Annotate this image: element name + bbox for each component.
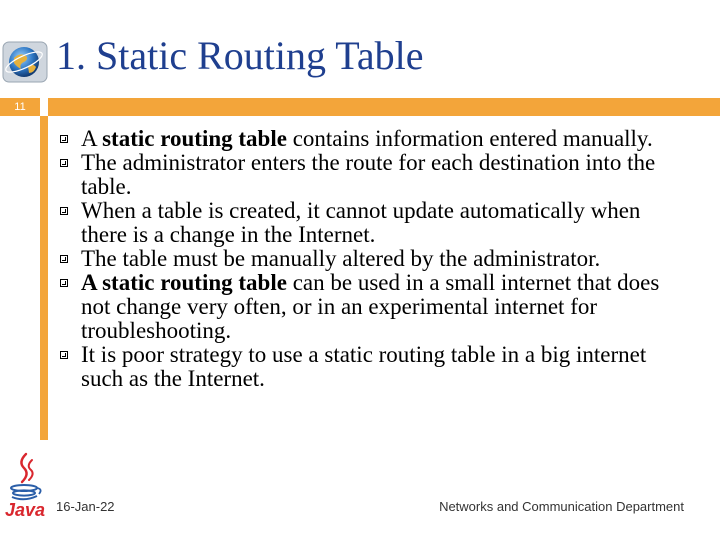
bullet-text-post: can be used in a small internet that does not change very often, or in an experimental internet for troubleshooting. — [81, 270, 660, 343]
bullet-text-pre: When a table is created, it cannot update automatically when there is a change in the Internet. — [81, 198, 641, 247]
bullet-item — [60, 343, 680, 391]
footer-date: 16-Jan-22 — [56, 499, 115, 514]
bullet-text-bold: A static routing table — [81, 270, 287, 295]
rule-gap — [40, 98, 48, 116]
left-accent-bar — [40, 116, 48, 440]
bullet-item — [60, 247, 680, 271]
bullet-item — [60, 151, 680, 199]
checkbox-bullet-icon — [60, 351, 68, 359]
java-logo-text: Java — [4, 500, 46, 520]
bullet-text-post: contains information entered manually. — [286, 126, 653, 151]
slide-number: 11 — [14, 101, 26, 113]
checkbox-bullet-icon — [60, 255, 68, 263]
checkbox-bullet-icon — [60, 207, 68, 215]
bullet-text-pre: A — [81, 126, 103, 151]
bullet-text-bold: static routing table — [102, 126, 287, 151]
footer-department: Networks and Communication Department — [439, 499, 684, 514]
bullet-item — [60, 199, 680, 247]
bullet-text-pre: The administrator enters the route for each destination into the table. — [81, 150, 656, 199]
bullet-list — [60, 127, 680, 391]
bullet-item — [60, 271, 680, 343]
bullet-text-pre: It is poor strategy to use a static routing table in a big internet such as the Internet. — [81, 342, 647, 391]
bullet-item — [60, 127, 680, 151]
accent-rule — [0, 98, 720, 116]
checkbox-bullet-icon — [60, 279, 68, 287]
checkbox-bullet-icon — [60, 159, 68, 167]
checkbox-bullet-icon — [60, 135, 68, 143]
bullet-text-pre: The table must be manually altered by the administrator. — [81, 246, 601, 271]
slide-title: 1. Static Routing Table — [56, 33, 424, 78]
globe-icon — [2, 40, 48, 84]
